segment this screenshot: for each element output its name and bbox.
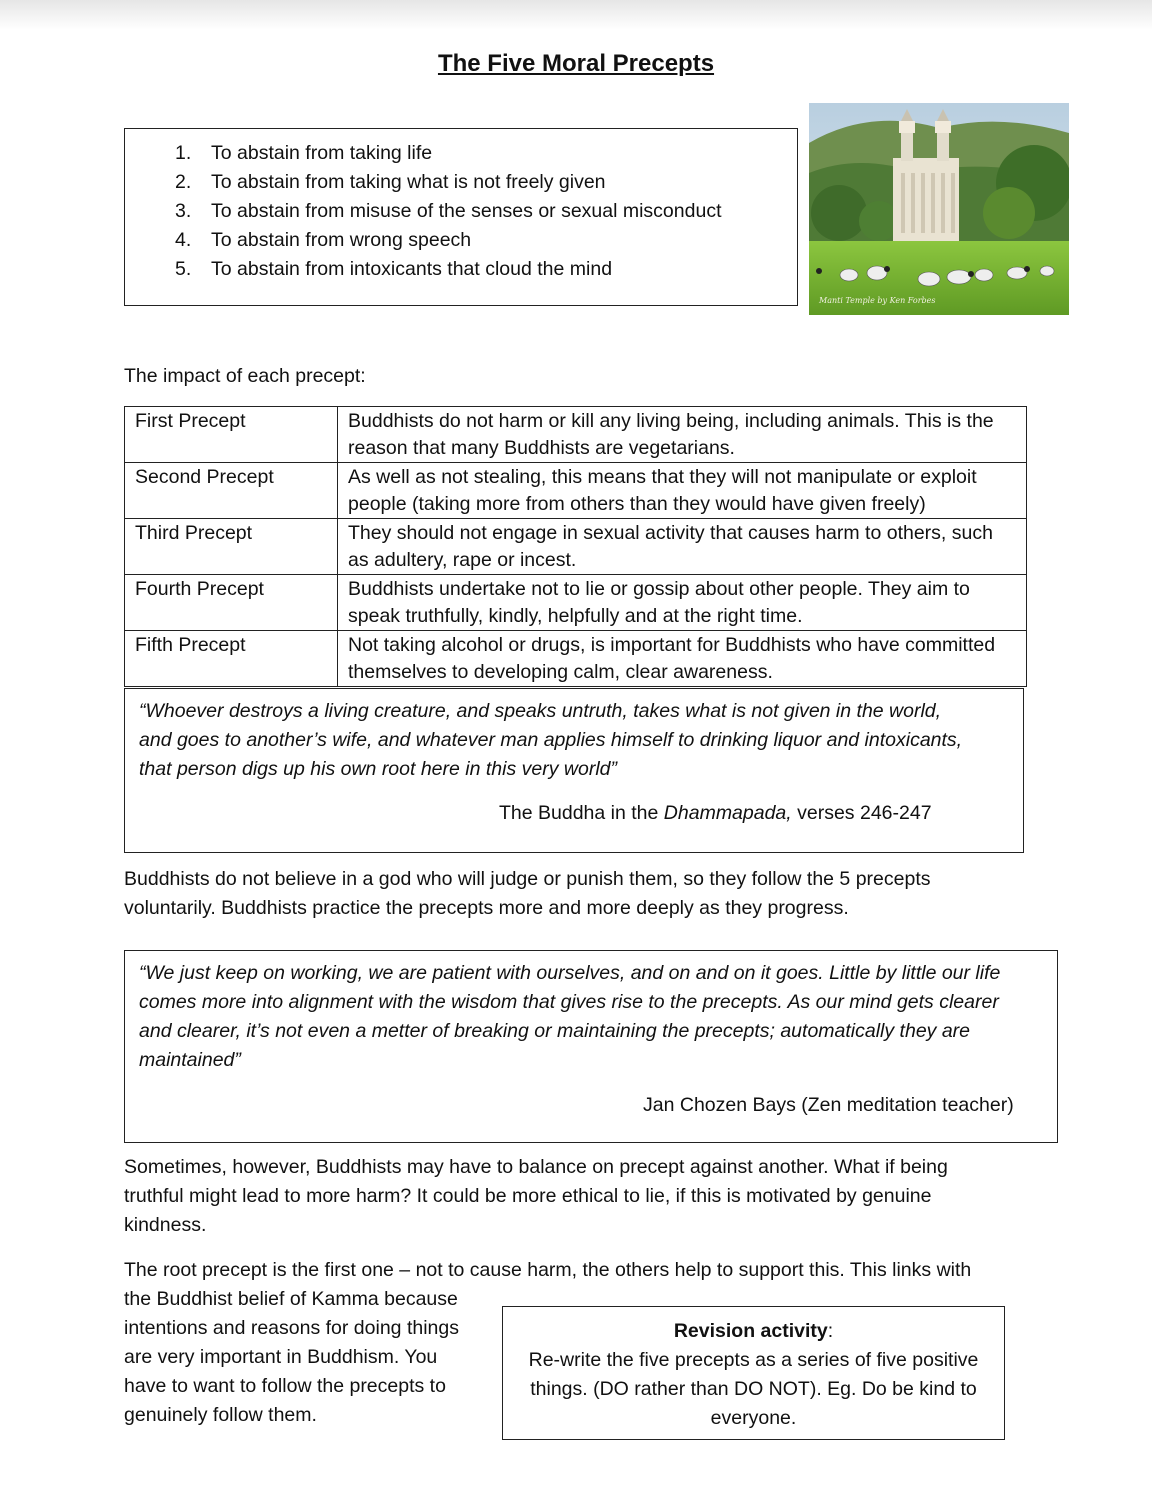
page-top-shadow — [0, 0, 1152, 30]
table-row — [125, 575, 1027, 631]
table-row — [125, 463, 1027, 519]
paragraph-root-precept: The root precept is the first one – not to cause harm, the others help to support this. This links with the Buddhist belief of Kamma because intentions and reasons for doing things are very important in Buddhism. You have to want to follow the precepts to genuinely follow them. — [124, 1259, 972, 1426]
dhammapada-quote: “Whoever destroys a living creature, and speaks untruth, takes what is not given in the world, and goes to another’s wife, and whatever man applies himself to drinking liquor and intoxicants, that person digs up his own root here in this very world” — [139, 700, 963, 780]
impact-table — [124, 406, 1027, 687]
precepts-list — [175, 139, 722, 284]
chozen-bays-quote-box — [124, 950, 1058, 1143]
list-item: 4. To abstain from wrong speech — [175, 229, 472, 251]
precept-impact-cell: Not taking alcohol or drugs, is important for Buddhists who have committed themselves to developing calm, clear awareness. — [338, 631, 1027, 687]
table-row — [125, 519, 1027, 575]
chozen-bays-attribution: Jan Chozen Bays (Zen meditation teacher) — [643, 1094, 1014, 1116]
precept-name-cell: First Precept — [125, 407, 338, 463]
impact-heading: The impact of each precept: — [124, 365, 366, 387]
precept-name-cell: Third Precept — [125, 519, 338, 575]
revision-activity-title: Revision activity: — [673, 1320, 834, 1342]
table-row — [125, 631, 1027, 687]
precept-impact-cell: As well as not stealing, this means that they will not manipulate or exploit people (taking more from others than they would have given freely) — [338, 463, 1027, 519]
temple-photo-illustration — [809, 103, 1069, 315]
temple-photo — [809, 103, 1069, 315]
list-item: 3. To abstain from misuse of the senses or sexual misconduct — [175, 200, 722, 222]
table-row — [125, 407, 1027, 463]
paragraph-voluntary: Buddhists do not believe in a god who will judge or punish them, so they follow the 5 precepts voluntarily. Buddhists practice the precepts more and more deeply as they progress. — [124, 868, 931, 919]
list-item: 1. To abstain from taking life — [175, 142, 433, 164]
precepts-list-box — [124, 128, 798, 306]
page-title: The Five Moral Precepts — [437, 50, 715, 77]
paragraph-balance: Sometimes, however, Buddhists may have to balance on precept against another. What if being truthful might lead to more harm? It could be more ethical to lie, if this is motivated by genuine kindness. — [124, 1156, 948, 1236]
chozen-bays-quote: “We just keep on working, we are patient with ourselves, and on and on it goes. Little by little our life comes more into alignment with the wisdom that gives rise to the precepts. As our mind gets clearer and clearer, it’s not even a metter of breaking or maintaining the precepts; automatically they are maintained” — [139, 962, 1001, 1071]
dhammapada-quote-box — [124, 688, 1024, 853]
dhammapada-attribution: The Buddha in the Dhammapada, verses 246-247 — [499, 802, 932, 824]
list-item: 2. To abstain from taking what is not freely given — [175, 171, 606, 193]
precept-impact-cell: Buddhists do not harm or kill any living being, including animals. This is the reason that many Buddhists are vegetarians. — [338, 407, 1027, 463]
precept-name-cell: Second Precept — [125, 463, 338, 519]
precept-name-cell: Fifth Precept — [125, 631, 338, 687]
precept-impact-cell: They should not engage in sexual activity that causes harm to others, such as adultery, rape or incest. — [338, 519, 1027, 575]
precept-name-cell: Fourth Precept — [125, 575, 338, 631]
list-item: 5. To abstain from intoxicants that cloud the mind — [175, 258, 613, 280]
photo-caption: Manti Temple by Ken Forbes — [819, 296, 936, 305]
precept-impact-cell: Buddhists undertake not to lie or gossip about other people. They aim to speak truthfully, kindly, helpfully and at the right time. — [338, 575, 1027, 631]
revision-activity-box: Revision activity: Re-write the five precepts as a series of five positive things. (DO rather than DO NOT). Eg. Do be kind to everyone. — [502, 1306, 1005, 1440]
